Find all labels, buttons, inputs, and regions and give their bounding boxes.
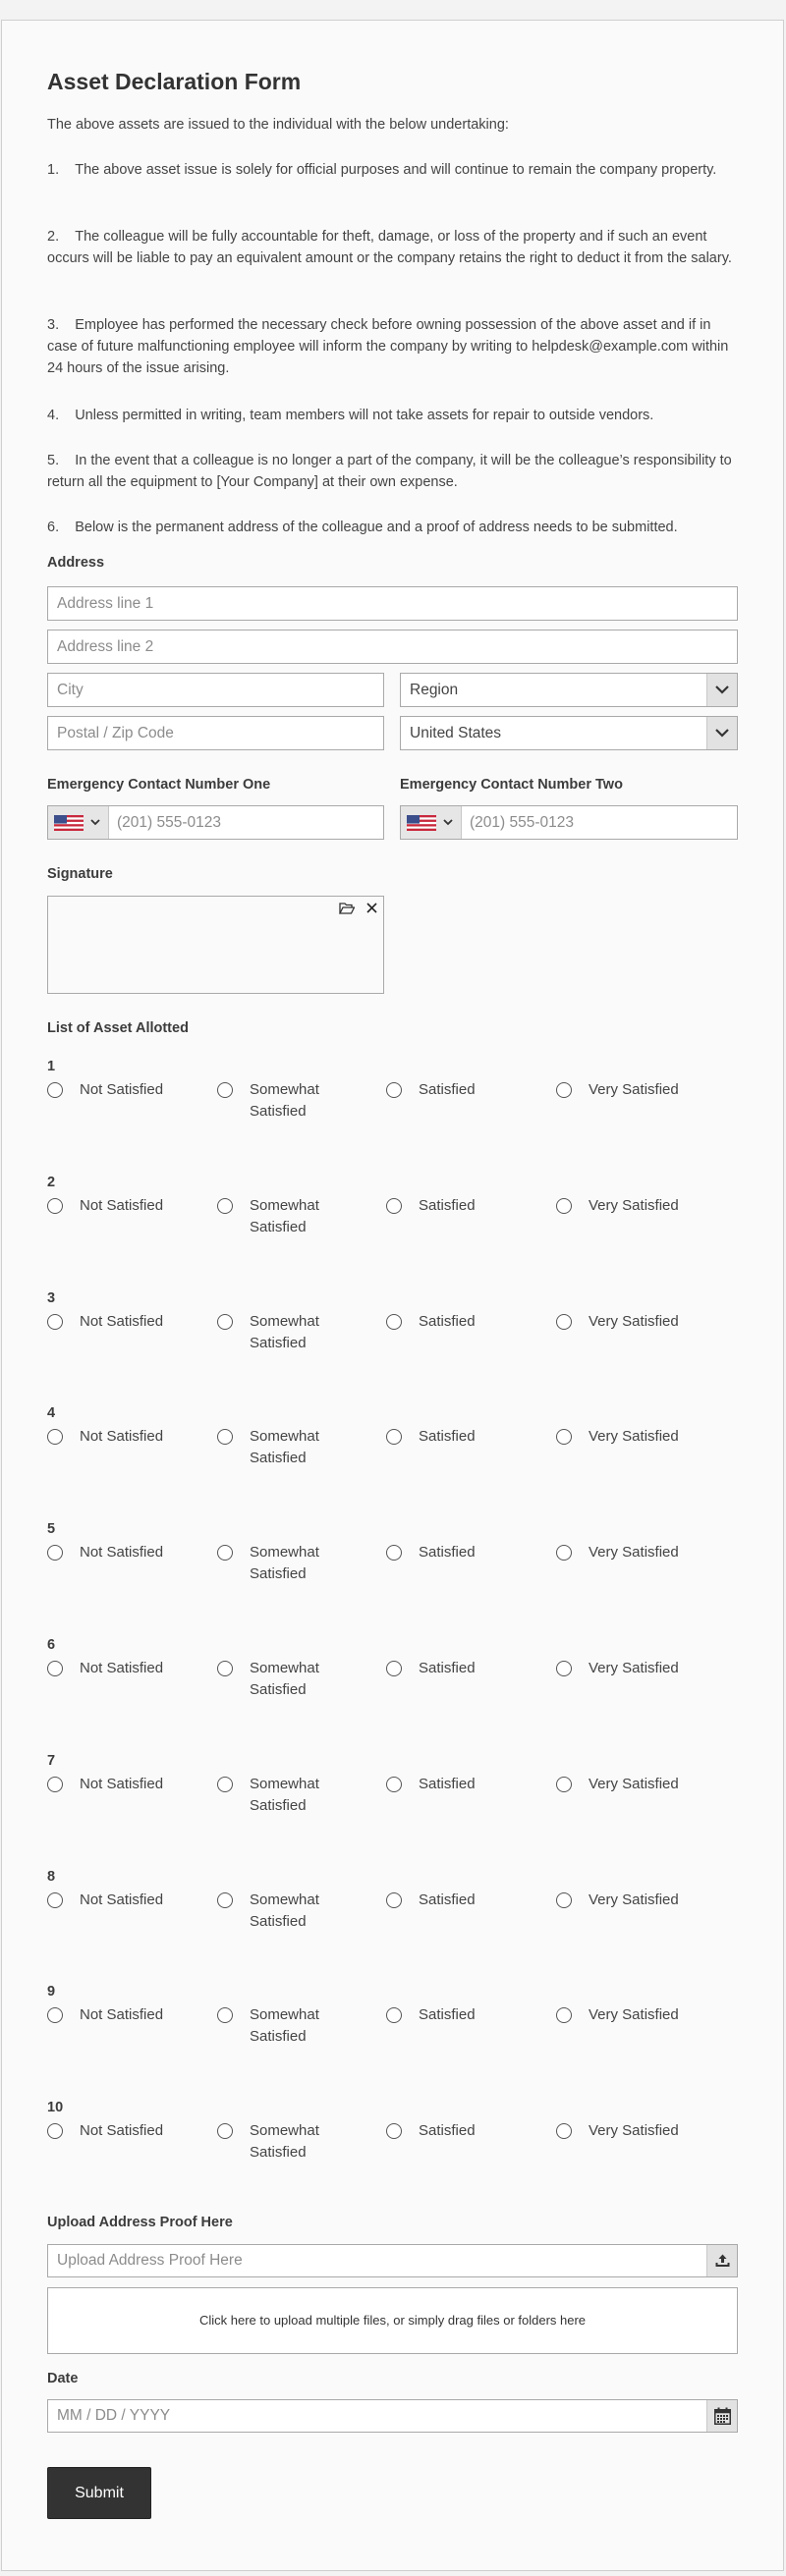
date-input[interactable] bbox=[47, 2399, 738, 2433]
radio-button[interactable] bbox=[556, 1892, 572, 1908]
country-code-select[interactable] bbox=[48, 806, 109, 839]
radio-option-label[interactable]: Very Satisfied bbox=[589, 1544, 679, 1561]
radio-option-label[interactable]: Somewhat Satisfied bbox=[250, 1081, 319, 1120]
radio-button[interactable] bbox=[47, 1777, 63, 1792]
radio-button[interactable] bbox=[556, 1545, 572, 1561]
address-line1-input[interactable]: Address line 1 bbox=[47, 586, 738, 621]
radio-button[interactable] bbox=[47, 2123, 63, 2139]
radio-option-label[interactable]: Satisfied bbox=[419, 1081, 476, 1098]
radio-option-label[interactable]: Not Satisfied bbox=[80, 1313, 164, 1330]
radio-option-label[interactable]: Very Satisfied bbox=[589, 1891, 679, 1908]
emergency-two-label: Emergency Contact Number Two bbox=[400, 777, 623, 793]
question-number: 2 bbox=[47, 1175, 56, 1190]
assets-label: List of Asset Allotted bbox=[47, 1020, 189, 1036]
radio-button[interactable] bbox=[386, 1661, 402, 1676]
radio-button[interactable] bbox=[217, 1545, 233, 1561]
radio-option-label[interactable]: Very Satisfied bbox=[589, 1776, 679, 1792]
radio-option-label[interactable]: Satisfied bbox=[419, 1660, 476, 1676]
radio-button[interactable] bbox=[556, 2007, 572, 2023]
radio-option-label[interactable]: Satisfied bbox=[419, 1197, 476, 1214]
us-flag-icon bbox=[54, 815, 84, 831]
radio-button[interactable] bbox=[217, 1198, 233, 1214]
country-code-select[interactable] bbox=[401, 806, 462, 839]
radio-option-label[interactable]: Satisfied bbox=[419, 1776, 476, 1792]
question-number: 8 bbox=[47, 1869, 56, 1885]
radio-option-label[interactable]: Very Satisfied bbox=[589, 2122, 679, 2139]
radio-option-label[interactable]: Somewhat Satisfied bbox=[250, 2122, 319, 2161]
question-number: 5 bbox=[47, 1521, 56, 1537]
radio-button[interactable] bbox=[217, 2007, 233, 2023]
radio-button[interactable] bbox=[556, 1198, 572, 1214]
question-number: 10 bbox=[47, 2100, 64, 2115]
radio-option-label[interactable]: Very Satisfied bbox=[589, 2006, 679, 2023]
radio-button[interactable] bbox=[217, 1314, 233, 1330]
chevron-down-icon bbox=[706, 674, 737, 706]
region-select-value: Region bbox=[410, 682, 459, 698]
chevron-down-icon bbox=[443, 819, 453, 826]
emergency-one-label: Emergency Contact Number One bbox=[47, 777, 271, 793]
address-line2-input[interactable]: Address line 2 bbox=[47, 630, 738, 664]
question-number: 4 bbox=[47, 1405, 56, 1421]
calendar-button[interactable] bbox=[706, 2400, 737, 2432]
address-label: Address bbox=[47, 555, 105, 571]
radio-option-label[interactable]: Somewhat Satisfied bbox=[250, 1544, 319, 1582]
upload-input[interactable] bbox=[47, 2244, 738, 2277]
radio-option-label[interactable]: Very Satisfied bbox=[589, 1081, 679, 1098]
radio-option-label[interactable]: Somewhat Satisfied bbox=[250, 1428, 319, 1466]
radio-button[interactable] bbox=[556, 1082, 572, 1098]
close-icon[interactable] bbox=[366, 903, 377, 913]
radio-option-label[interactable]: Not Satisfied bbox=[80, 1544, 164, 1561]
question-number: 3 bbox=[47, 1290, 56, 1306]
radio-option-label[interactable]: Very Satisfied bbox=[589, 1660, 679, 1676]
radio-button[interactable] bbox=[47, 1429, 63, 1445]
radio-option-label[interactable]: Not Satisfied bbox=[80, 1081, 164, 1098]
folder-open-icon[interactable] bbox=[339, 902, 355, 915]
radio-button[interactable] bbox=[386, 1892, 402, 1908]
us-flag-icon bbox=[407, 815, 436, 831]
date-placeholder: MM / DD / YYYY bbox=[57, 2407, 171, 2424]
radio-button[interactable] bbox=[217, 1661, 233, 1676]
upload-label: Upload Address Proof Here bbox=[47, 2215, 233, 2230]
radio-button[interactable] bbox=[386, 1429, 402, 1445]
radio-button[interactable] bbox=[386, 1082, 402, 1098]
emergency-two-input[interactable] bbox=[400, 805, 738, 840]
upload-button[interactable] bbox=[706, 2245, 737, 2276]
chevron-down-icon bbox=[706, 717, 737, 749]
upload-placeholder: Upload Address Proof Here bbox=[57, 2252, 243, 2269]
region-select[interactable] bbox=[400, 673, 738, 707]
country-select-value: United States bbox=[410, 725, 502, 741]
radio-option-label[interactable]: Not Satisfied bbox=[80, 1660, 164, 1676]
form-card bbox=[1, 20, 784, 2571]
chevron-down-icon bbox=[90, 819, 100, 826]
radio-button[interactable] bbox=[217, 1777, 233, 1792]
question-number: 1 bbox=[47, 1059, 56, 1074]
radio-option-label[interactable]: Somewhat Satisfied bbox=[250, 1313, 319, 1351]
radio-button[interactable] bbox=[47, 1545, 63, 1561]
term-2: 2. The colleague will be fully accountable for theft, damage, or loss of the property and if such an event occurs will be liable to pay an equivalent amount or the company retains the right to deduct it from the salary. bbox=[47, 229, 732, 266]
radio-button[interactable] bbox=[47, 1082, 63, 1098]
radio-button[interactable] bbox=[386, 1777, 402, 1792]
radio-button[interactable] bbox=[47, 1314, 63, 1330]
radio-option-label[interactable]: Satisfied bbox=[419, 1313, 476, 1330]
signature-pad[interactable] bbox=[47, 896, 384, 994]
radio-option-label[interactable]: Satisfied bbox=[419, 1544, 476, 1561]
radio-option-label[interactable]: Not Satisfied bbox=[80, 1776, 164, 1792]
radio-option-label[interactable]: Somewhat Satisfied bbox=[250, 1776, 319, 1814]
city-input[interactable]: City bbox=[47, 673, 384, 707]
radio-button[interactable] bbox=[217, 2123, 233, 2139]
radio-option-label[interactable]: Not Satisfied bbox=[80, 1891, 164, 1908]
term-4: 4. Unless permitted in writing, team members will not take assets for repair to outside vendors. bbox=[47, 408, 654, 423]
submit-button[interactable]: Submit bbox=[47, 2467, 151, 2519]
question-number: 6 bbox=[47, 1637, 56, 1653]
phone-placeholder: (201) 555-0123 bbox=[470, 814, 574, 831]
country-select[interactable] bbox=[400, 716, 738, 750]
radio-button[interactable] bbox=[556, 1777, 572, 1792]
radio-button[interactable] bbox=[386, 1314, 402, 1330]
radio-option-label[interactable]: Very Satisfied bbox=[589, 1313, 679, 1330]
radio-option-label[interactable]: Very Satisfied bbox=[589, 1197, 679, 1214]
form-title: Asset Declaration Form bbox=[47, 69, 302, 94]
radio-button[interactable] bbox=[556, 2123, 572, 2139]
radio-option-label[interactable]: Satisfied bbox=[419, 1428, 476, 1445]
radio-button[interactable] bbox=[47, 1892, 63, 1908]
radio-button[interactable] bbox=[556, 1661, 572, 1676]
radio-button[interactable] bbox=[386, 2007, 402, 2023]
radio-option-label[interactable]: Not Satisfied bbox=[80, 2006, 164, 2023]
radio-option-label[interactable]: Satisfied bbox=[419, 2122, 476, 2139]
file-dropzone[interactable]: Click here to upload multiple files, or simply drag files or folders here bbox=[47, 2287, 738, 2354]
radio-button[interactable] bbox=[47, 1661, 63, 1676]
radio-button[interactable] bbox=[47, 2007, 63, 2023]
radio-button[interactable] bbox=[217, 1429, 233, 1445]
radio-option-label[interactable]: Very Satisfied bbox=[589, 1428, 679, 1445]
term-3: 3. Employee has performed the necessary check before owning possession of the above asset and if in case of future malfunctioning employee will inform the company by writing to helpdesk@example.com within 24 hours of the issue arising. bbox=[47, 317, 729, 376]
radio-option-label[interactable]: Not Satisfied bbox=[80, 1428, 164, 1445]
calendar-icon bbox=[714, 2407, 731, 2425]
radio-button[interactable] bbox=[386, 2123, 402, 2139]
intro-text: The above assets are issued to the individual with the below undertaking: bbox=[47, 117, 509, 133]
question-number: 7 bbox=[47, 1753, 56, 1769]
radio-option-label[interactable]: Not Satisfied bbox=[80, 1197, 164, 1214]
emergency-one-input[interactable] bbox=[47, 805, 384, 840]
radio-option-label[interactable]: Somewhat Satisfied bbox=[250, 2006, 319, 2045]
radio-option-label[interactable]: Satisfied bbox=[419, 1891, 476, 1908]
radio-button[interactable] bbox=[47, 1198, 63, 1214]
term-6: 6. Below is the permanent address of the colleague and a proof of address needs to be submitted. bbox=[47, 520, 678, 535]
radio-option-label[interactable]: Satisfied bbox=[419, 2006, 476, 2023]
radio-option-label[interactable]: Somewhat Satisfied bbox=[250, 1197, 319, 1235]
term-5: 5. In the event that a colleague is no longer a part of the company, it will be the colleague’s responsibility to return all the equipment to [Your Company] at their own expense. bbox=[47, 453, 732, 490]
radio-button[interactable] bbox=[217, 1892, 233, 1908]
radio-button[interactable] bbox=[556, 1429, 572, 1445]
postal-code-input[interactable]: Postal / Zip Code bbox=[47, 716, 384, 750]
radio-button[interactable] bbox=[556, 1314, 572, 1330]
radio-option-label[interactable]: Somewhat Satisfied bbox=[250, 1891, 319, 1930]
radio-button[interactable] bbox=[386, 1198, 402, 1214]
date-label: Date bbox=[47, 2371, 79, 2386]
radio-button[interactable] bbox=[386, 1545, 402, 1561]
phone-placeholder: (201) 555-0123 bbox=[117, 814, 221, 831]
term-1: 1. The above asset issue is solely for official purposes and will continue to remain the company property. bbox=[47, 162, 717, 178]
radio-option-label[interactable]: Not Satisfied bbox=[80, 2122, 164, 2139]
question-number: 9 bbox=[47, 1984, 56, 2000]
radio-option-label[interactable]: Somewhat Satisfied bbox=[250, 1660, 319, 1698]
upload-icon bbox=[715, 2254, 730, 2268]
signature-label: Signature bbox=[47, 866, 113, 882]
radio-button[interactable] bbox=[217, 1082, 233, 1098]
